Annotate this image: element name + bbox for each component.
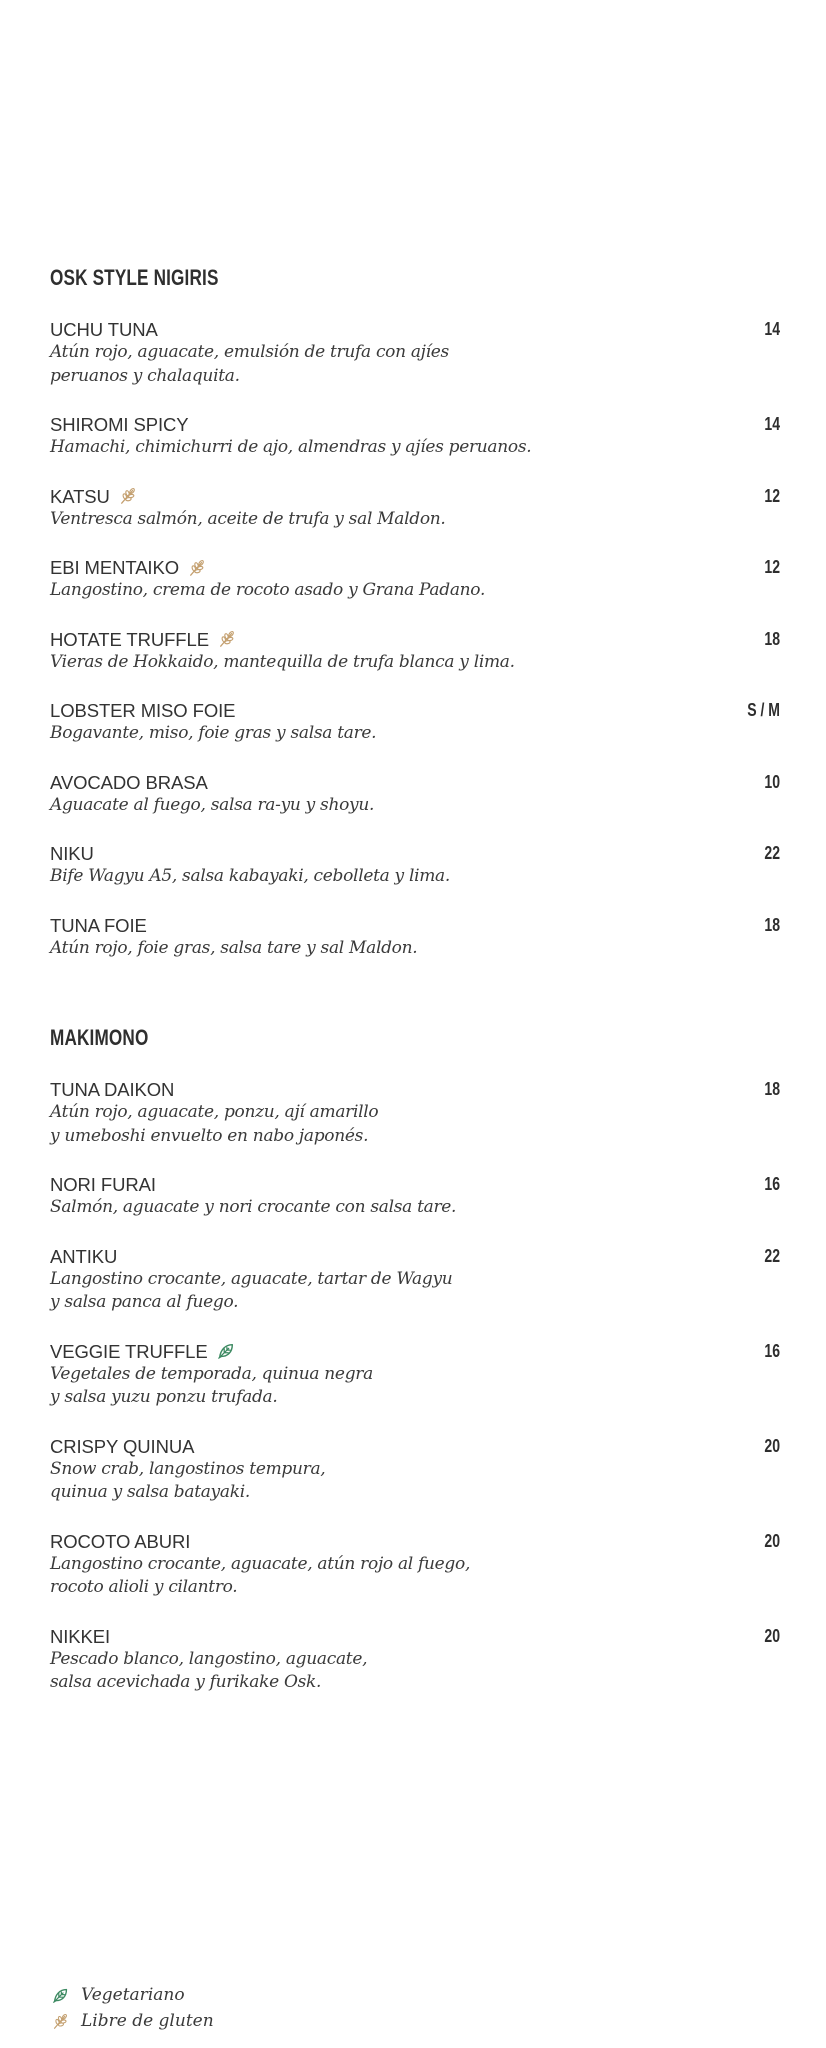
item-name-row [50, 771, 780, 794]
item-price: 22 [764, 1245, 780, 1266]
menu-item [50, 628, 780, 675]
item-price: 20 [764, 1435, 780, 1456]
legend-item-vegetarian [52, 1982, 214, 2008]
item-name-row [50, 485, 780, 508]
item-price: 18 [764, 1079, 780, 1099]
menu-item [50, 556, 780, 603]
menu-item [50, 914, 780, 961]
item-description: Bogavante, miso, foie gras y salsa tare. [50, 723, 377, 743]
item-price: S / M [747, 700, 780, 720]
item-name: SHIROMI SPICY [50, 414, 189, 435]
item-list [50, 318, 780, 960]
item-name: EBI MENTAIKO [50, 557, 180, 578]
menu-item [50, 1340, 780, 1410]
menu-item [50, 842, 780, 889]
item-description: Langostino crocante, aguacate, tartar de Wagyu y salsa panca al fuego. [50, 1268, 453, 1312]
item-description: Pescado blanco, langostino, aguacate, salsa acevichada y furikake Osk. [50, 1648, 368, 1692]
item-name-row [50, 1173, 780, 1196]
item-name: ANTIKU [50, 1245, 118, 1267]
item-name-row [50, 1078, 780, 1101]
menu-item [50, 1625, 780, 1695]
legend-label: Libre de gluten [81, 2011, 214, 2031]
menu-item [50, 485, 780, 532]
item-price: 16 [764, 1174, 780, 1194]
item-name: TUNA FOIE [50, 914, 147, 936]
item-price: 14 [764, 414, 780, 434]
item-price: 20 [764, 1530, 780, 1551]
item-name: KATSU [50, 485, 110, 507]
item-name-row [50, 628, 780, 651]
item-description: Vegetales de temporada, quinua negra y salsa yuzu ponzu trufada. [50, 1363, 373, 1407]
menu-item [50, 413, 780, 460]
gluten-free-icon [218, 630, 236, 648]
item-price: 22 [764, 843, 780, 863]
menu-item [50, 318, 780, 388]
section-nigiris [50, 266, 780, 985]
item-name-row [50, 318, 780, 341]
menu-item [50, 1078, 780, 1148]
item-name-row [50, 413, 780, 436]
item-description: Atún rojo, aguacate, emulsión de trufa con ajíes peruanos y chalaquita. [50, 342, 449, 386]
item-name-row [50, 842, 780, 865]
item-price: 12 [764, 557, 780, 577]
item-name-row [50, 914, 780, 937]
gluten-free-icon [119, 487, 137, 505]
item-name-row [50, 699, 780, 722]
item-description: Atún rojo, foie gras, salsa tare y sal Maldon. [50, 937, 418, 958]
item-name: HOTATE TRUFFLE [50, 628, 209, 650]
item-description: Langostino, crema de rocoto asado y Grana Padano. [50, 580, 486, 600]
item-name: ROCOTO ABURI [50, 1530, 191, 1552]
item-name: TUNA DAIKON [50, 1079, 175, 1100]
item-name-row [50, 1625, 780, 1648]
item-name-row [50, 1340, 780, 1363]
item-description: Ventresca salmón, aceite de trufa y sal Maldon. [50, 508, 446, 529]
menu-item [50, 1530, 780, 1600]
section-makimono [50, 1026, 780, 1720]
item-price: 18 [764, 914, 780, 935]
item-list [50, 1078, 780, 1695]
item-description: Snow crab, langostinos tempura, quinua y salsa batayaki. [50, 1458, 326, 1502]
item-description: Bife Wagyu A5, salsa kabayaki, cebolleta y lima. [50, 866, 451, 886]
item-description: Atún rojo, aguacate, ponzu, ají amarillo y umeboshi envuelto en nabo japonés. [50, 1102, 379, 1146]
item-price: 16 [764, 1340, 780, 1361]
item-description: Vieras de Hokkaido, mantequilla de trufa blanca y lima. [50, 651, 515, 672]
gluten-free-icon [188, 559, 206, 577]
section-title: OSK STYLE NIGIRIS [50, 265, 219, 290]
item-name: NIKKEI [50, 1625, 111, 1647]
item-price: 20 [764, 1625, 780, 1646]
item-name-row [50, 1435, 780, 1458]
item-price: 18 [764, 628, 780, 649]
menu-item [50, 1173, 780, 1220]
item-name: VEGGIE TRUFFLE [50, 1340, 208, 1362]
item-description: Aguacate al fuego, salsa ra-yu y shoyu. [50, 794, 375, 815]
gluten-free-icon [52, 2013, 69, 2030]
item-description: Salmón, aguacate y nori crocante con salsa tare. [50, 1197, 457, 1217]
item-name: NIKU [50, 843, 94, 864]
menu-item [50, 699, 780, 746]
legend-label: Vegetariano [81, 1985, 185, 2005]
menu-item [50, 1435, 780, 1505]
item-price: 14 [764, 319, 780, 339]
item-name: AVOCADO BRASA [50, 771, 208, 793]
vegetarian-icon [217, 1342, 235, 1360]
menu-item [50, 771, 780, 818]
item-name-row [50, 1245, 780, 1268]
item-price: 12 [764, 485, 780, 506]
item-name-row [50, 556, 780, 579]
item-description: Hamachi, chimichurri de ajo, almendras y ajíes peruanos. [50, 437, 532, 457]
item-name: CRISPY QUINUA [50, 1435, 195, 1457]
item-description: Langostino crocante, aguacate, atún rojo al fuego, rocoto alioli y cilantro. [50, 1553, 471, 1597]
item-name-row [50, 1530, 780, 1553]
vegetarian-icon [52, 1987, 69, 2004]
item-name: LOBSTER MISO FOIE [50, 700, 236, 721]
item-name: NORI FURAI [50, 1174, 156, 1195]
menu-item [50, 1245, 780, 1315]
dietary-legend [52, 1982, 214, 2034]
item-price: 10 [764, 771, 780, 792]
section-title: MAKIMONO [50, 1025, 149, 1050]
legend-item-gluten-free [52, 2008, 214, 2034]
item-name: UCHU TUNA [50, 319, 158, 340]
